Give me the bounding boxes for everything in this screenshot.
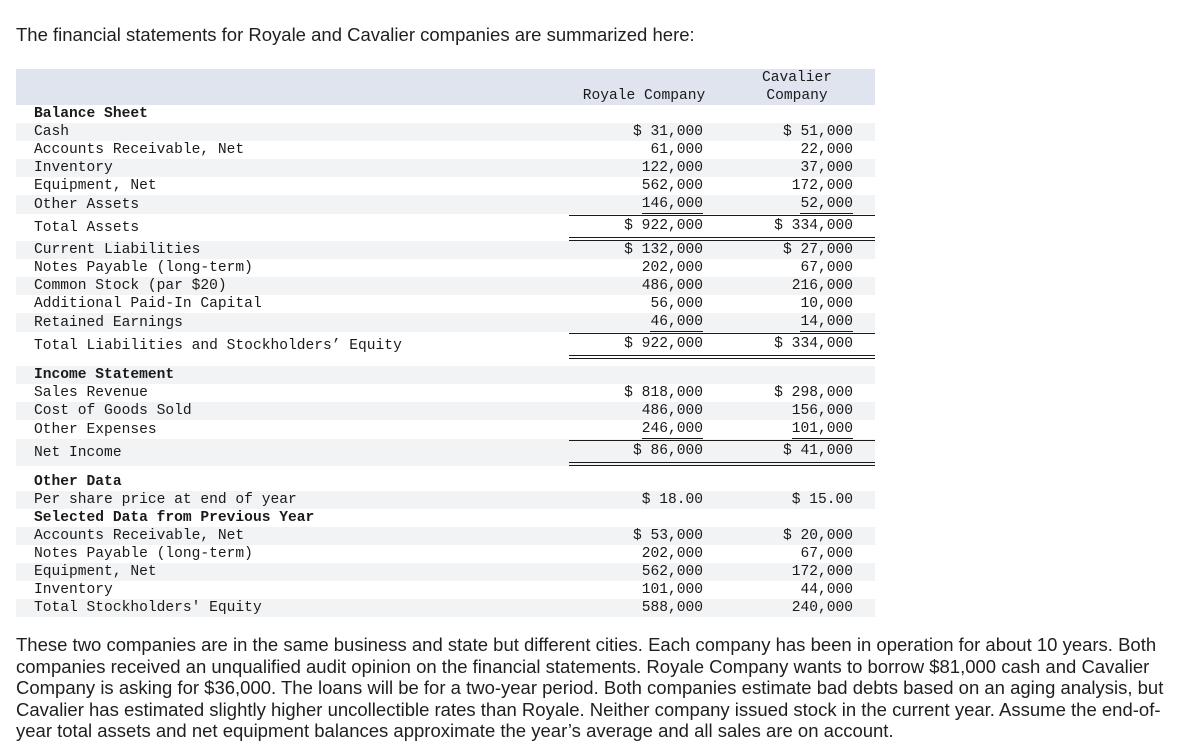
row-label: Accounts Receivable, Net (16, 527, 569, 545)
row-label: Inventory (34, 582, 113, 598)
cavalier-value: 172,000 (719, 563, 875, 581)
row-label: Inventory (16, 159, 569, 177)
financial-statements-table (16, 69, 875, 617)
cavalier-value: 67,000 (800, 260, 853, 276)
royale-value (569, 195, 719, 214)
cavalier-value: $ 298,000 (774, 385, 853, 401)
cavalier-total (719, 214, 875, 241)
cavalier-value: $ 27,000 (719, 241, 875, 259)
row-label: Equipment, Net (16, 563, 569, 581)
header-cavalier (719, 69, 875, 105)
total-row (16, 439, 875, 466)
cavalier-value (719, 195, 875, 214)
row-label: Net Income (16, 439, 569, 466)
section-previous-year: Selected Data from Previous Year (34, 510, 315, 526)
table-row (16, 581, 875, 599)
cavalier-value: $ 51,000 (719, 123, 875, 141)
row-label: Other Assets (16, 195, 569, 214)
royale-value: 486,000 (569, 277, 719, 295)
royale-value (569, 313, 719, 332)
table-row (16, 384, 875, 402)
table-header (16, 69, 875, 105)
section-balance-sheet: Balance Sheet (34, 106, 148, 122)
royale-value: 562,000 (641, 178, 703, 194)
table-row (16, 123, 875, 141)
table-row (16, 402, 875, 420)
cavalier-value: 240,000 (719, 599, 875, 617)
header-cavalier-line1: Cavalier (761, 70, 833, 86)
table-row (16, 141, 875, 159)
header-cavalier-line2: Company (766, 88, 828, 104)
intro-text: The financial statements for Royale and Cavalier companies are summarized here: (16, 24, 695, 45)
section-heading (16, 509, 875, 527)
royale-value: 122,000 (569, 159, 719, 177)
table-row (16, 563, 875, 581)
royale-value-text: 246,000 (641, 421, 703, 437)
row-label: Total Assets (34, 219, 140, 236)
cavalier-value: 10,000 (800, 296, 853, 312)
section-income-statement: Income Statement (16, 366, 569, 384)
cavalier-total-text: $ 334,000 (719, 333, 875, 359)
section-heading (16, 366, 875, 384)
row-label: Cost of Goods Sold (16, 402, 569, 420)
royale-value: 588,000 (569, 599, 719, 617)
table-row (16, 420, 875, 439)
cavalier-value: 67,000 (800, 546, 853, 562)
cavalier-total (719, 332, 875, 359)
table-row (16, 491, 875, 509)
row-label: Additional Paid-In Capital (34, 296, 262, 312)
cavalier-total (719, 439, 875, 466)
row-label: Cash (16, 123, 569, 141)
table-row (16, 177, 875, 195)
cavalier-total-text: $ 334,000 (719, 215, 875, 241)
row-label: Other Expenses (34, 421, 157, 438)
royale-value-text: 146,000 (641, 196, 703, 212)
table-row (16, 241, 875, 259)
royale-value (569, 420, 719, 439)
royale-value: 562,000 (569, 563, 719, 581)
cavalier-value: 216,000 (719, 277, 875, 295)
header-royale: Royale Company (569, 69, 719, 105)
royale-value: $ 132,000 (569, 241, 719, 259)
scenario-paragraph: These two companies are in the same business and state but different cities. Each company has been in operation for about 10 years. Both companies received an unqualified audit opinion on the financial statements. Royale Company wants to borrow $81,000 cash and Cavalier Company is asking for $36,000. The loans will be for a two-year period. Both companies estimate bad debts based on an aging analysis, but Cavalier has estimated slightly higher uncollectible rates than Royale. Neither company issued stock in the current year. Assume the end-of-year total assets and net equipment balances approximate the year’s average and all sales are on account. (16, 634, 1164, 742)
royale-value: 486,000 (569, 402, 719, 420)
total-row (16, 332, 875, 359)
table-row (16, 195, 875, 214)
cavalier-value (719, 420, 875, 439)
royale-total-text: $ 86,000 (569, 440, 719, 466)
cavalier-value-text: 101,000 (791, 421, 853, 437)
cavalier-value: 156,000 (719, 402, 875, 420)
cavalier-value: $ 20,000 (719, 527, 875, 545)
cavalier-value: 37,000 (719, 159, 875, 177)
row-label: Total Stockholders' Equity (16, 599, 569, 617)
row-label: Common Stock (par $20) (16, 277, 569, 295)
row-label: Retained Earnings (16, 313, 569, 332)
cavalier-value-text: 52,000 (800, 196, 853, 212)
cavalier-total-text: $ 41,000 (719, 440, 875, 466)
section-other-data: Other Data (34, 474, 122, 490)
royale-value: 61,000 (650, 142, 703, 158)
table-row (16, 313, 875, 332)
royale-value: $ 18.00 (569, 491, 719, 509)
table-row (16, 599, 875, 617)
table-row (16, 527, 875, 545)
royale-total-text: $ 922,000 (569, 215, 719, 241)
row-label: Current Liabilities (16, 241, 569, 259)
royale-value: $ 818,000 (624, 385, 703, 401)
royale-total-text: $ 922,000 (569, 333, 719, 359)
cavalier-value: 44,000 (800, 582, 853, 598)
royale-value: $ 53,000 (569, 527, 719, 545)
table-row (16, 277, 875, 295)
royale-total (569, 332, 719, 359)
royale-value: 101,000 (641, 582, 703, 598)
royale-total (569, 439, 719, 466)
cavalier-value: 22,000 (800, 142, 853, 158)
royale-value: 202,000 (641, 260, 703, 276)
cavalier-value (719, 313, 875, 332)
royale-value: 56,000 (650, 296, 703, 312)
table-row (16, 259, 875, 277)
row-label: Total Liabilities and Stockholders’ Equity (34, 337, 402, 354)
table-row (16, 545, 875, 563)
row-label: Notes Payable (long-term) (34, 260, 253, 276)
row-label: Per share price at end of year (16, 491, 569, 509)
total-row (16, 214, 875, 241)
table-row (16, 295, 875, 313)
royale-total (569, 214, 719, 241)
cavalier-value: 172,000 (791, 178, 853, 194)
row-label: Notes Payable (long-term) (34, 546, 253, 562)
cavalier-value: $ 15.00 (719, 491, 875, 509)
section-heading (16, 473, 875, 491)
table-row (16, 159, 875, 177)
row-label: Equipment, Net (34, 178, 157, 194)
cavalier-value-text: 14,000 (800, 314, 853, 330)
royale-value: $ 31,000 (569, 123, 719, 141)
royale-value-text: 46,000 (650, 314, 703, 330)
row-label: Accounts Receivable, Net (34, 142, 245, 158)
header-label-cell (16, 69, 569, 105)
section-heading (16, 105, 875, 123)
row-label: Sales Revenue (34, 385, 148, 401)
royale-value: 202,000 (641, 546, 703, 562)
